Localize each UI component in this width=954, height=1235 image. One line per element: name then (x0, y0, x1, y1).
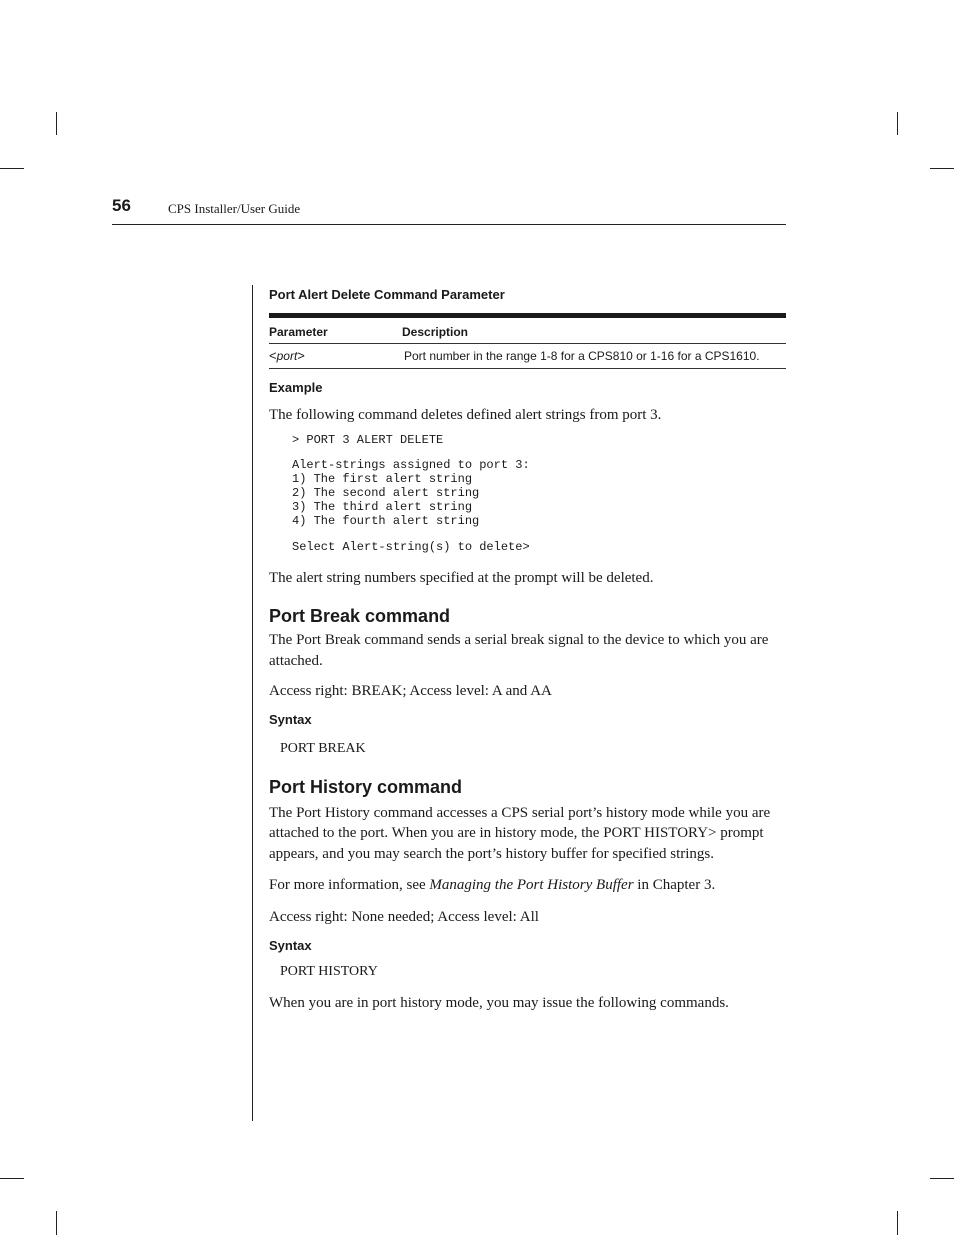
code-line: 2) The second alert string (292, 485, 480, 500)
param-open: < (269, 348, 277, 363)
code-line: Alert-strings assigned to port 3: (292, 457, 530, 472)
table-header-description: Description (402, 316, 786, 344)
code-line: 1) The first alert string (292, 471, 473, 486)
code-line: 4) The fourth alert string (292, 513, 480, 528)
port-break-syntax-label: Syntax (269, 711, 312, 727)
more-info-reference: Managing the Port History Buffer (429, 877, 634, 893)
param-close: > (297, 348, 305, 363)
table-header-parameter: Parameter (269, 316, 402, 344)
page-content (269, 286, 786, 1014)
param-cell (269, 344, 402, 369)
port-history-heading: Port History command (269, 776, 463, 797)
table-row (269, 344, 786, 369)
crop-mark (0, 1178, 24, 1179)
port-history-more-info (269, 875, 786, 896)
crop-mark (56, 112, 57, 135)
page-number: 56 (112, 196, 131, 215)
margin-bar (252, 285, 253, 1121)
table-header-row (269, 316, 786, 344)
code-line: 3) The third alert string (292, 499, 473, 514)
table-caption: Port Alert Delete Command Parameter (269, 287, 505, 302)
port-break-syntax: PORT BREAK (280, 740, 366, 756)
header-rule (112, 224, 786, 225)
example-outro: The alert string numbers specified at the prompt will be deleted. (269, 569, 654, 586)
code-prompt: Select Alert-string(s) to delete> (292, 539, 530, 554)
description-cell: Port number in the range 1-8 for a CPS810 or 1-16 for a CPS1610. (402, 344, 786, 369)
crop-mark (930, 168, 954, 169)
port-history-description: The Port History command accesses a CPS serial port’s history mode while you are attached to the port. When you are in history mode, the PORT HISTORY> prompt appears, and you may search the port’s history buffer for specified strings. (269, 804, 771, 862)
parameter-table (269, 313, 786, 369)
crop-mark (930, 1178, 954, 1179)
port-break-access: Access right: BREAK; Access level: A and AA (269, 683, 552, 699)
crop-mark (897, 1211, 898, 1235)
port-break-heading: Port Break command (269, 606, 451, 626)
crop-mark (897, 112, 898, 135)
example-intro: The following command deletes defined alert strings from port 3. (269, 407, 662, 423)
port-history-followup: When you are in port history mode, you may issue the following commands. (269, 995, 729, 1011)
port-history-syntax-label: Syntax (269, 938, 312, 953)
running-title: CPS Installer/User Guide (168, 201, 301, 216)
port-history-syntax: PORT HISTORY (280, 964, 378, 979)
port-history-access: Access right: None needed; Access level: All (269, 908, 539, 925)
port-break-description: The Port Break command sends a serial break signal to the device to which you are attached. (269, 632, 769, 669)
more-info-prefix: For more information, see (269, 877, 430, 893)
param-name: port (276, 349, 298, 363)
more-info-suffix: in Chapter 3. (633, 877, 716, 893)
example-heading: Example (269, 380, 323, 395)
code-command: > PORT 3 ALERT DELETE (292, 432, 444, 447)
crop-mark (56, 1211, 57, 1235)
crop-mark (0, 168, 24, 169)
